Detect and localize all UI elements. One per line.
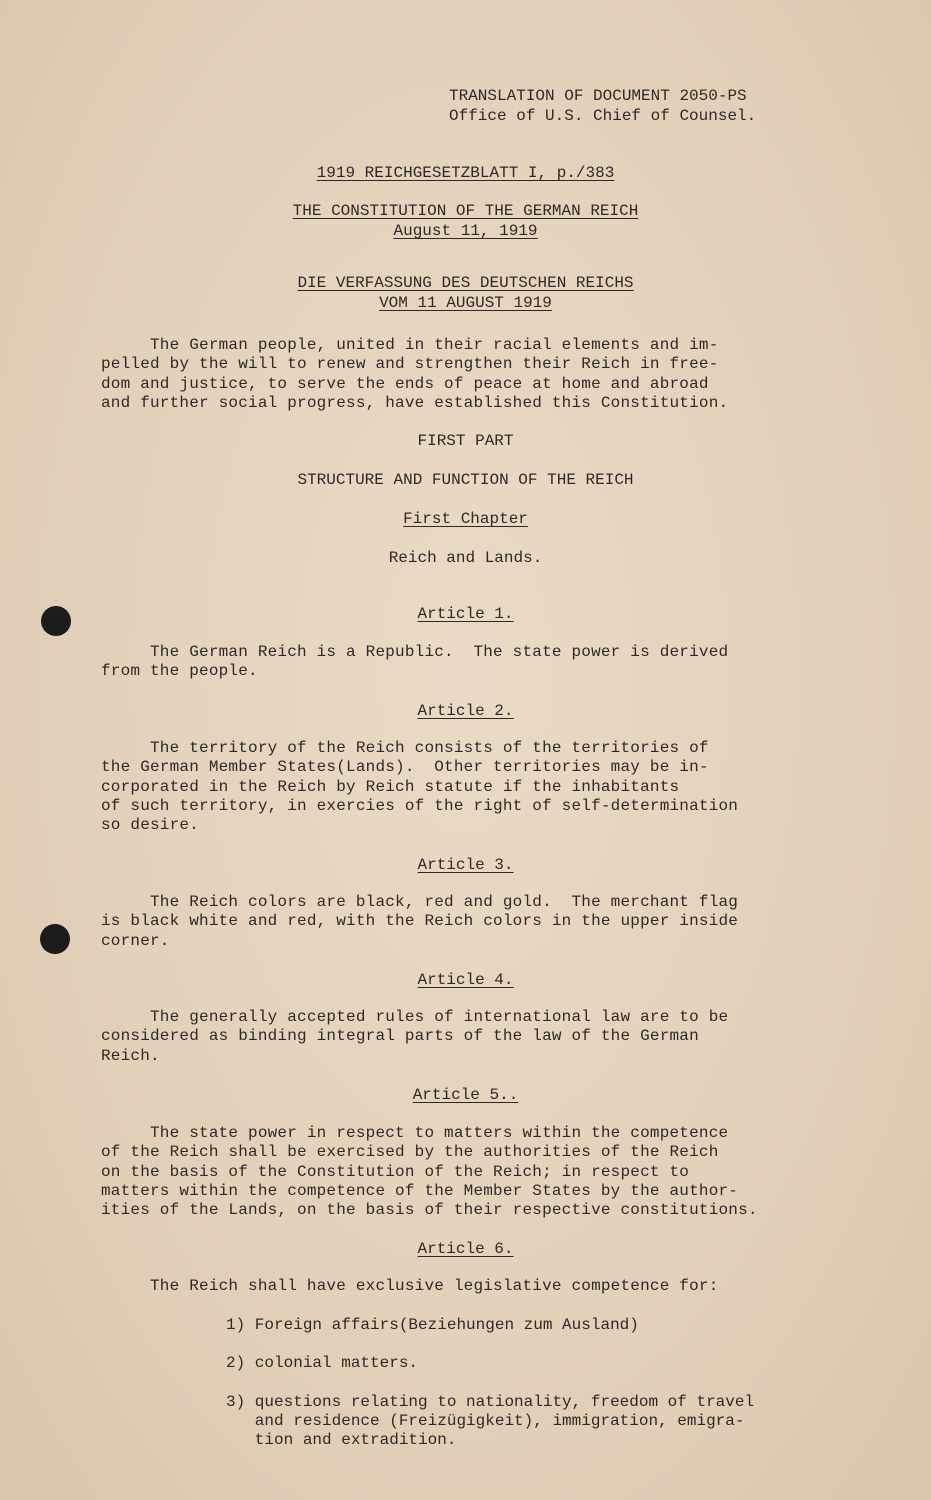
article-6-text: The Reich shall have exclusive legislative competence for: [101, 1277, 719, 1295]
list-item: 3) questions relating to nationality, freedom of travel and residence (Freizügigkeit), immigration, emigra- tion and extradition. [226, 1393, 755, 1449]
title-english-line-2: August 11, 1919 [393, 222, 538, 240]
chapter-heading: First Chapter [403, 510, 528, 528]
article-4-text: The generally accepted rules of international law are to be considered as binding integral parts of the law of the German Reich. [101, 1008, 729, 1065]
title-english-line-1: THE CONSTITUTION OF THE GERMAN REICH [292, 202, 639, 220]
chapter-title: Reich and Lands. [388, 549, 543, 567]
document-header [449, 86, 756, 126]
citation: 1919 REICHGESETZBLATT I, p./383 [316, 164, 615, 182]
title-german-line-2: VOM 11 AUGUST 1919 [379, 294, 552, 312]
article-3-text: The Reich colors are black, red and gold. The merchant flag is black white and red, with the Reich colors in the upper inside corner. [101, 893, 739, 950]
article-5-text: The state power in respect to matters within the competence of the Reich shall be exercised by the authorities of the Reich on the basis of the Constitution of the Reich; in respect to matters within the competence of the Member States by the author- ities of the Lands, on the basis of their respective constitutions. [101, 1124, 758, 1220]
title-german-line-1: DIE VERFASSUNG DES DEUTSCHEN REICHS [297, 274, 634, 292]
list-item: 1) Foreign affairs(Beziehungen zum Ausland) [226, 1316, 639, 1334]
header-line-2: Office of U.S. Chief of Counsel. [449, 107, 757, 125]
part-title: STRUCTURE AND FUNCTION OF THE REICH [297, 471, 634, 489]
article-1-heading: Article 1. [417, 605, 514, 623]
title-german [0, 273, 931, 313]
article-6-heading: Article 6. [417, 1240, 514, 1258]
article-5-heading: Article 5.. [412, 1086, 519, 1104]
article-3-heading: Article 3. [417, 856, 514, 874]
article-2-text: The territory of the Reich consists of the territories of the German Member States(Lands). Other territories may be in- corporated in the Reich by Reich statute if the inhabitants of such territory, in exercies of the right of self-determination so desire. [101, 739, 739, 835]
article-1-text: The German Reich is a Republic. The state power is derived from the people. [101, 643, 729, 681]
punch-hole-bottom [40, 924, 70, 954]
title-english [0, 201, 931, 241]
preamble: The German people, united in their racial elements and im- pelled by the will to renew and strengthen their Reich in free- dom and justice, to serve the ends of peace at home and abroad and further social progress, have established this Constitution. [101, 336, 729, 412]
article-4-heading: Article 4. [417, 971, 514, 989]
article-2-heading: Article 2. [417, 702, 514, 720]
header-line-1: TRANSLATION OF DOCUMENT 2050-PS [449, 87, 747, 105]
part-heading: FIRST PART [417, 432, 514, 450]
list-item: 2) colonial matters. [226, 1354, 419, 1372]
